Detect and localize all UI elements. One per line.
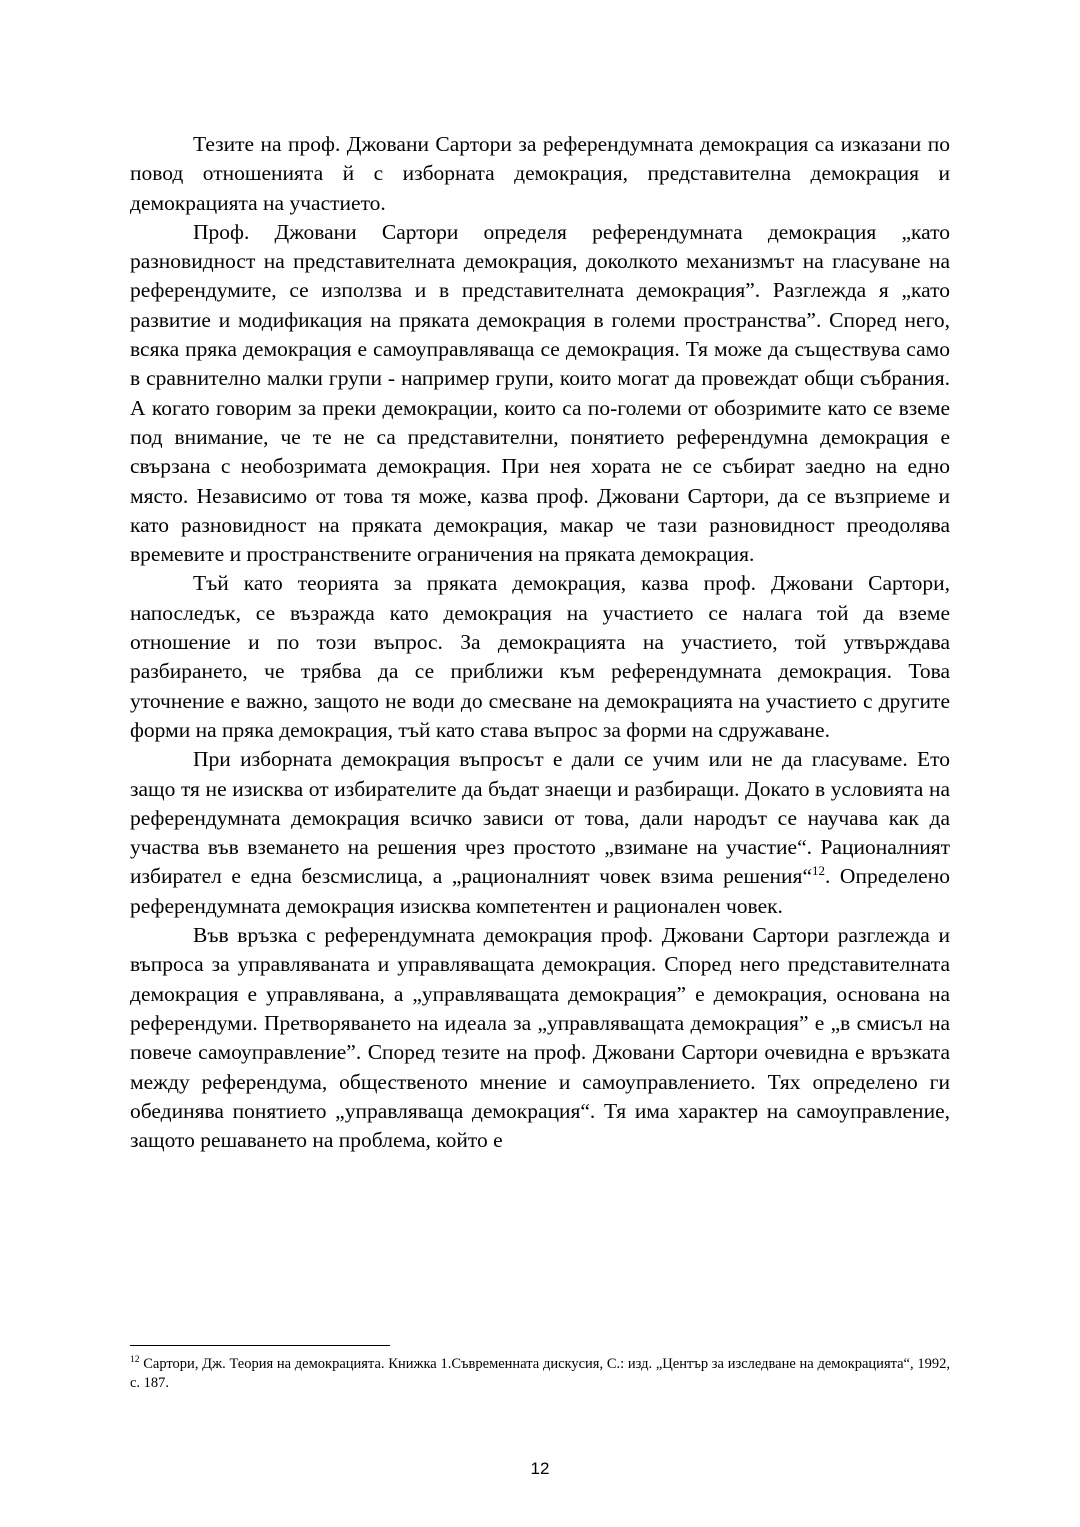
paragraph-3: Тъй като теорията за пряката демокрация, казва проф. Джовани Сартори, напоследък, се възражда като демокрация на участието се налага той да вземе отношение и по този въпрос. За демокрацията на участието, той утвърждава разбирането, че трябва да се приближи към референдумната демокрация. Това уточнение е важно, защото не води до смесване на демокрацията на участието с другите форми на пряка демокрация, тъй като става въпрос за форми на сдружаване. [130,571,950,742]
footnote-reference[interactable]: 12 [811,863,825,879]
paragraph-4-continuation: . Определено референдумната демокрация изисква компетентен и рационален човек. [130,864,950,918]
paragraph-1: Тезите на проф. Джовани Сартори за референдумната демокрация са изказани по повод отношенията й с изборната демокрация, представителна демокрация и демокрацията на участието. [130,132,950,215]
footnote [130,1355,950,1392]
page-number: 12 [530,1459,550,1478]
paragraph-2: Проф. Джовани Сартори определя референдумната демокрация „като разновидност на представителната демокрация, доколкото механизмът на гласуване на референдумите, се използва и в представителната демокрация”. Разглежда я „като развитие и модификация на пряката демокрация в големи пространства”. Според него, всяка пряка демокрация е самоуправляваща се демокрация. Тя може да съществува само в сравнително малки групи - например групи, които могат да провеждат общи събрания. А когато говорим за преки демокрации, които са по-големи от обозримите като се вземе под внимание, че те не са представителни, понятието референдумна демокрация е свързана с необозримата демокрация. При нея хората не се събират заедно на едно място. Независимо от това тя може, казва проф. Джовани Сартори, да се възприеме и като разновидност на пряката демокрация, макар че тази разновидност преодолява времевите и пространствените ограничения на пряката демокрация. [130,219,950,567]
footnote-separator [130,1345,390,1346]
paragraph-4 [130,745,950,921]
footnote-text: Сартори, Дж. Теория на демокрацията. Книжка 1.Съвременната дискусия, С.: изд. „Център за изследване на демокрацията“, 1992, с. 187. [130,1356,950,1391]
paragraph-5: Във връзка с референдумната демокрация проф. Джовани Сартори разглежда и въпроса за управляваната и управляващата демокрация. Според него представителната демокрация е управлявана, а „управляващата демокрация” е демокрация, основана на референдуми. Претворяването на идеала за „управляващата демокрация” е „в смисъл на повече самоуправление”. Според тезите на проф. Джовани Сартори очевидна е връзката между референдума, общественото мнение и самоуправлението. Тях определено ги обединява понятието „управляваща демокрация“. Тя има характер на самоуправление, защото решаването на проблема, който е [130,923,950,1153]
body-text [130,130,950,1155]
paragraph-4-text: При изборната демокрация въпросът е дали се учим или не да гласуваме. Ето защо тя не изисква от избирателите да бъдат знаещи и разбиращи. Докато в условията на референдумната демокрация всичко зависи от това, дали народът се научава как да участва във вземането на решения чрез простото „взимане на участие“. Рационалният избирател е една безсмислица, а „рационалният човек взима решения“ [130,747,950,889]
footnote-number: 12 [130,1355,140,1366]
